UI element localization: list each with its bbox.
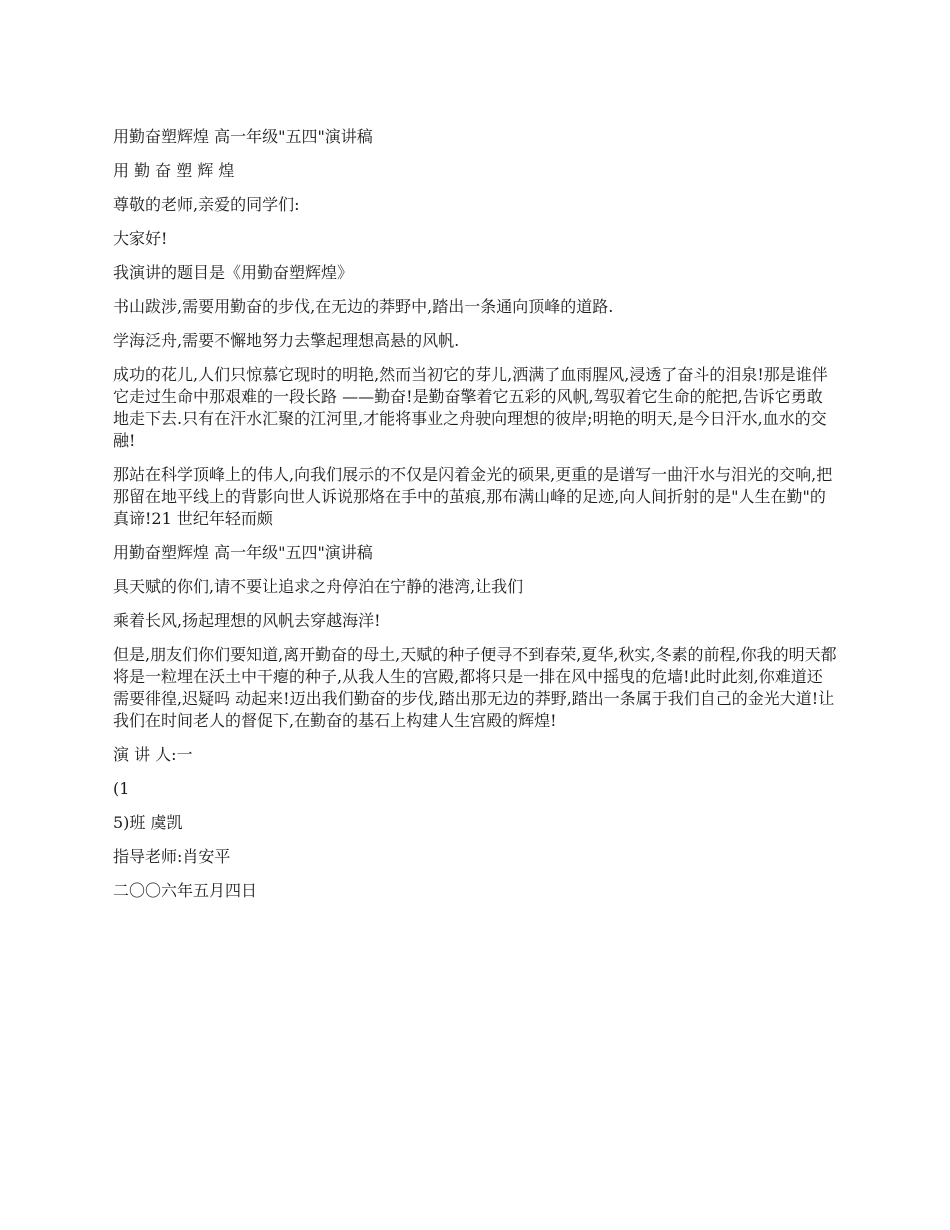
salutation: 尊敬的老师,亲爱的同学们: [113, 195, 300, 214]
body-paragraph: 那站在科学顶峰上的伟人,向我们展示的不仅是闪着金光的硕果,更重的是谱写一曲汗水与泪光的交响,把那留在地平线上的背影向世人诉说那烙在手中的茧痕,那布满山峰的足迹,向人间折射的是"人生在勤"的真谛!21 世纪年轻而颇 [113, 465, 833, 528]
body-paragraph: 书山跋涉,需要用勤奋的步伐,在无边的莽野中,踏出一条通向顶峰的道路. [113, 297, 614, 316]
body-paragraph: 成功的花儿,人们只惊慕它现时的明艳,然而当初它的芽儿,洒满了血雨腥风,浸透了奋斗的泪泉!那是谁伴它走过生命中那艰难的一段长路 ——勤奋!是勤奋擎着它五彩的风帆,驾驭着它生命的舵把,告诉它勇敢地走下去.只有在汗水汇聚的江河里,才能将事业之舟驶向理想的彼岸;明艳的明天,是今日汗水,血水的交融! [113, 365, 828, 450]
advisor-label: 指导老师:肖安平 [113, 847, 231, 866]
speaker-class-name: 5)班 虞凯 [113, 813, 183, 832]
body-paragraph: 但是,朋友们你们要知道,离开勤奋的母土,天赋的种子便寻不到春荣,夏华,秋实,冬素的前程,你我的明天都将是一粒埋在沃土中干瘪的种子,从我人生的宫殿,都将只是一排在风中摇曳的危墙!此时此刻,你难道还需要徘徨,迟疑吗 动起来!迈出我们勤奋的步伐,踏出那无边的莽野,踏出一条属于我们自己的金光大道!让我们在时间老人的督促下,在勤奋的基石上构建人生宫殿的辉煌! [113, 645, 837, 730]
speaker-label: 演 讲 人:一 [113, 745, 193, 764]
document-title: 用勤奋塑辉煌 高一年级"五四"演讲稿 [113, 127, 373, 146]
body-paragraph: 乘着长风,扬起理想的风帆去穿越海洋! [113, 611, 381, 630]
document-page [113, 126, 838, 914]
greeting: 大家好! [113, 229, 168, 248]
body-paragraph: 学海泛舟,需要不懈地努力去擎起理想高悬的风帆. [113, 331, 460, 350]
page-header-repeat: 用勤奋塑辉煌 高一年级"五四"演讲稿 [113, 543, 373, 562]
document-date: 二〇〇六年五月四日 [113, 881, 258, 900]
body-paragraph: 具天赋的你们,请不要让追求之舟停泊在宁静的港湾,让我们 [113, 577, 524, 596]
speaker-class-start: (1 [113, 779, 130, 798]
speech-heading: 用 勤 奋 塑 辉 煌 [113, 161, 235, 180]
speech-topic: 我演讲的题目是《用勤奋塑辉煌》 [113, 263, 354, 282]
